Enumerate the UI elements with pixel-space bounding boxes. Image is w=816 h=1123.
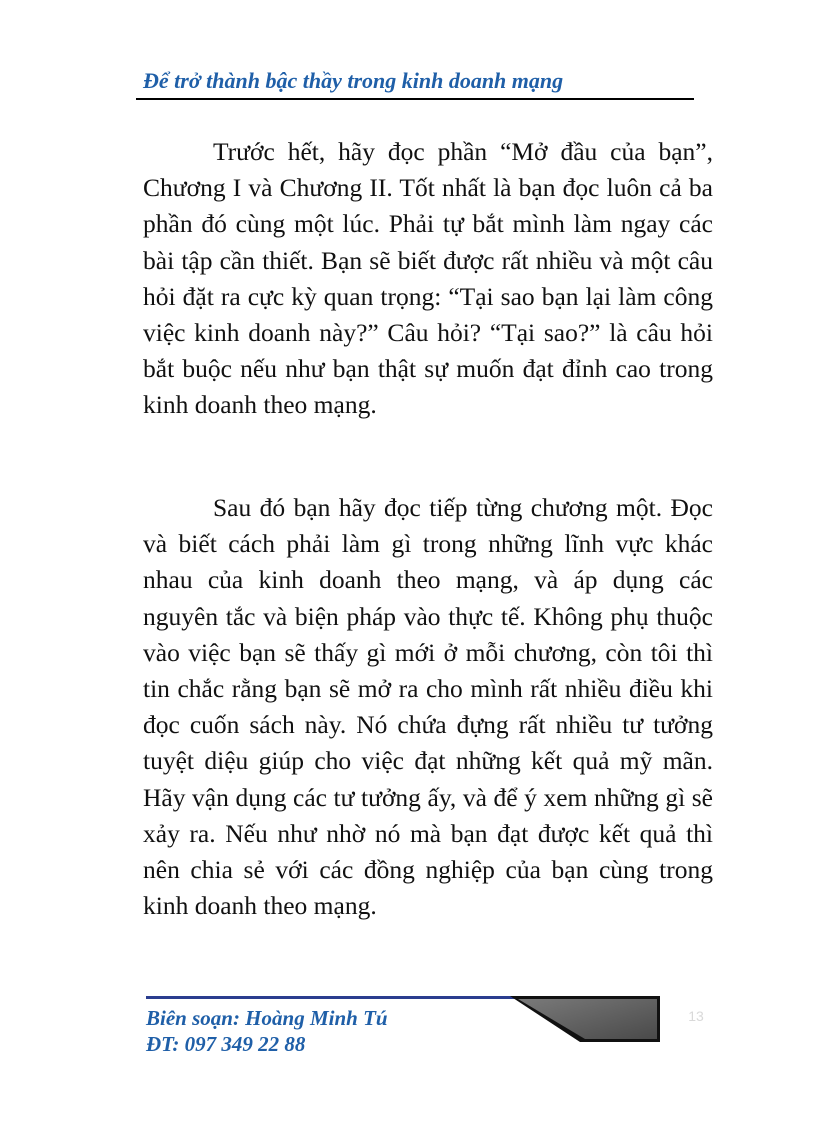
paragraph-1 bbox=[143, 134, 713, 424]
footer-phone: ĐT: 097 349 22 88 bbox=[146, 1032, 306, 1056]
footer-page-tab bbox=[510, 994, 662, 1044]
header-title: Để trở thành bậc thầy trong kinh doanh mạng bbox=[143, 68, 564, 93]
paragraph-2-text: Sau đó bạn hãy đọc tiếp từng chương một. Đọc và biết cách phải làm gì trong những lĩnh vực khác nhau của kinh doanh theo mạng, và áp dụng các nguyên tắc và biện pháp vào thực tế. Không phụ thuộc vào việc bạn sẽ thấy gì mới ở mỗi chương, còn tôi thì tin chắc rằng bạn sẽ mở ra cho mình rất nhiều điều khi đọc cuốn sách này. Nó chứa đựng rất nhiều tư tưởng tuyệt diệu giúp cho việc đạt những kết quả mỹ mãn. Hãy vận dụng các tư tưởng ấy, và để ý xem những gì sẽ xảy ra. Nếu như nhờ nó mà bạn đạt được kết quả thì nên chia sẻ với các đồng nghiệp của bạn cùng trong kinh doanh theo mạng. bbox=[143, 493, 713, 921]
footer-rule bbox=[146, 996, 516, 999]
paragraph-2 bbox=[143, 490, 713, 924]
header-rule bbox=[136, 98, 694, 100]
paragraph-1-text: Trước hết, hãy đọc phần “Mở đầu của bạn”, Chương I và Chương II. Tốt nhất là bạn đọc luôn cả ba phần đó cùng một lúc. Phải tự bắt mình làm ngay các bài tập cần thiết. Bạn sẽ biết được rất nhiều và một câu hỏi đặt ra cực kỳ quan trọng: “Tại sao bạn lại làm công việc kinh doanh này?” Câu hỏi? “Tại sao?” là câu hỏi bắt buộc nếu như bạn thật sự muốn đạt đỉnh cao trong kinh doanh theo mạng. bbox=[143, 137, 713, 420]
page-number: 13 bbox=[688, 1008, 704, 1024]
footer-author: Biên soạn: Hoàng Minh Tú bbox=[146, 1006, 388, 1030]
